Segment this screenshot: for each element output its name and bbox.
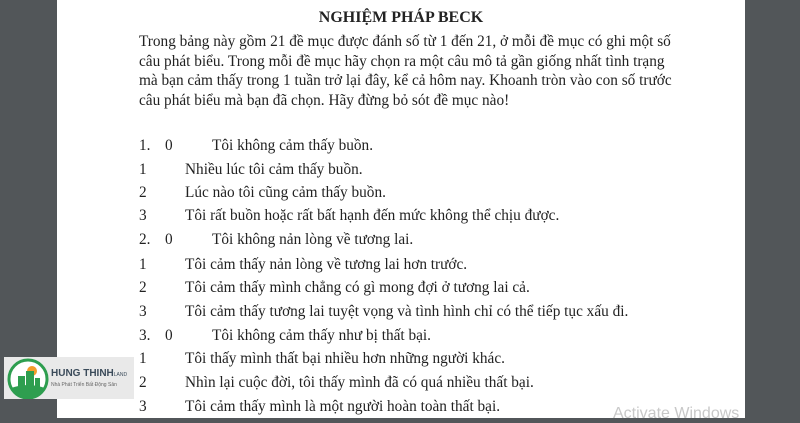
logo-brand: HUNG THINH [51, 368, 114, 379]
option-text: Tôi không cảm thấy như bị thất bại. [212, 327, 432, 344]
document-page [57, 0, 745, 418]
option-text: Tôi cảm thấy mình là một người hoàn toàn thất bại. [185, 398, 501, 415]
item-number: 2. [139, 231, 151, 248]
hung-thinh-logo [4, 357, 134, 399]
option-text: Tôi thấy mình thất bại nhiều hơn những người khác. [185, 350, 505, 367]
item-number: 2 [139, 184, 147, 201]
option-score: 0 [165, 231, 173, 248]
option-text: Tôi cảm thấy tương lai tuyệt vọng và tình hình chỉ có thể tiếp tục xấu đi. [185, 303, 629, 320]
option-text: Nhiều lúc tôi cảm thấy buồn. [185, 161, 363, 178]
document-title: NGHIỆM PHÁP BECK [318, 9, 484, 26]
option-text: Tôi cảm thấy nản lòng về tương lai hơn trước. [185, 256, 468, 273]
item-number: 1 [139, 350, 147, 367]
option-score: 0 [165, 327, 173, 344]
item-number: 3 [139, 398, 147, 415]
option-text: Lúc nào tôi cũng cảm thấy buồn. [185, 184, 386, 201]
item-number: 3 [139, 207, 147, 224]
item-number: 2 [139, 374, 147, 391]
option-text: Tôi không cảm thấy buồn. [212, 137, 374, 154]
item-number: 1 [139, 161, 147, 178]
building-logo-icon [7, 358, 49, 399]
logo-tagline: Nhà Phát Triển Bất Động Sản [51, 382, 117, 388]
item-number: 2 [139, 279, 147, 296]
item-number: 3 [139, 303, 147, 320]
item-number: 1 [139, 256, 147, 273]
logo-brand-suffix: LAND [113, 372, 128, 378]
option-text: Tôi không nản lòng về tương lai. [212, 231, 414, 248]
item-number: 3. [139, 327, 151, 344]
option-text: Tôi rất buồn hoặc rất bất hạnh đến mức không thể chịu được. [185, 207, 560, 224]
option-text: Nhìn lại cuộc đời, tôi thấy mình đã có quá nhiều thất bại. [185, 374, 534, 391]
item-number: 1. [139, 137, 151, 154]
option-score: 0 [165, 137, 173, 154]
activate-windows-watermark: Activate Windows [613, 405, 740, 422]
intro-paragraph: Trong bảng này gồm 21 đề mục được đánh số từ 1 đến 21, ở mỗi đề mục có ghi một số câu phát biểu. Trong mỗi đề mục hãy chọn ra một câu mô tả gần giống nhất tình trạng mà bạn cảm thấy trong 1 tuần trở lại đây, kể cả hôm nay. Khoanh tròn vào con số trước câu phát biểu mà bạn đã chọn. Hãy đừng bỏ sót đề mục nào! [139, 33, 672, 109]
option-text: Tôi cảm thấy mình chẳng có gì mong đợi ở tương lai cả. [185, 279, 530, 296]
